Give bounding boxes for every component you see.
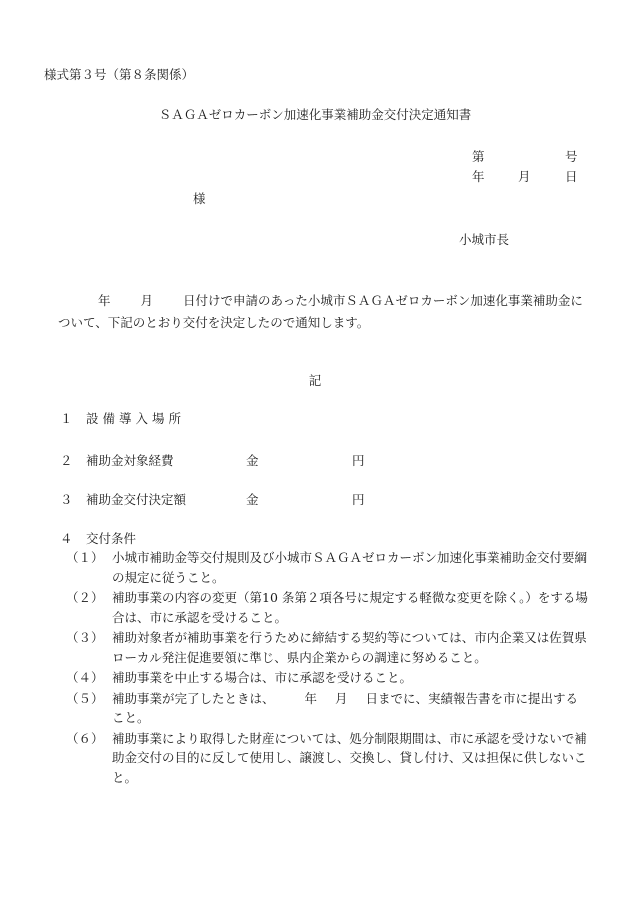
condition-text: 補助事業の内容の変更（第10 条第２項各号に規定する軽微な変更を除く。）をする場合は、市に承認を受けること。 xyxy=(112,590,588,625)
item-number: ２ xyxy=(60,453,73,468)
condition-item xyxy=(66,588,588,627)
document-number xyxy=(472,148,578,166)
item-number: ４ xyxy=(60,531,73,546)
addressee: 様 xyxy=(193,191,206,206)
condition-number: （３） xyxy=(66,630,104,645)
item-label: 補助金対象経費 xyxy=(86,453,174,468)
condition-number: （４） xyxy=(66,670,104,685)
conditions-list xyxy=(66,548,588,788)
item-yen: 円 xyxy=(352,453,365,468)
item-number: １ xyxy=(60,411,73,426)
condition-item xyxy=(66,548,588,587)
condition-number: （２） xyxy=(66,590,104,605)
condition-item xyxy=(66,628,588,667)
item-number: ３ xyxy=(60,492,73,507)
item-kin: 金 xyxy=(246,453,259,468)
body-text: 日付けで申請のあった小城市ＳＡＧＡゼロカーボン加速化事業補助金について、下記のとおり交付を決定したので通知します。 xyxy=(58,293,583,330)
doc-number-prefix: 第 xyxy=(472,149,485,164)
condition-number: （１） xyxy=(66,550,104,565)
form-number: 様式第３号（第８条関係） xyxy=(44,67,195,82)
item-label: 設備導入場所 xyxy=(86,411,186,426)
item-label: 補助金交付決定額 xyxy=(86,492,187,507)
document-title: ＳＡＧＡゼロカーボン加速化事業補助金交付決定通知書 xyxy=(158,107,472,122)
item-yen: 円 xyxy=(352,492,365,507)
condition-item xyxy=(66,668,588,688)
condition-text: 補助事業が完了したときは、 xyxy=(112,690,275,706)
condition-year: 年 xyxy=(304,690,318,706)
body-year: 年 xyxy=(98,293,111,308)
date-day: 日 xyxy=(565,169,578,184)
condition-month: 月 xyxy=(335,690,348,706)
body-month: 月 xyxy=(140,293,154,308)
notification-body xyxy=(58,290,588,334)
condition-number: （６） xyxy=(66,730,104,746)
condition-text: 補助事業を中止する場合は、市に承認を受けること。 xyxy=(112,670,413,685)
date-month: 月 xyxy=(518,169,531,184)
item-kin: 金 xyxy=(246,492,259,507)
date-year: 年 xyxy=(472,169,485,184)
condition-number: （５） xyxy=(66,690,104,706)
item-label: 交付条件 xyxy=(86,531,137,546)
condition-text: 日までに、実績報告書を市に提出すること。 xyxy=(112,690,579,725)
condition-text: 補助事業により取得した財産については、処分制限期間は、市に承認を受けないで補助金交付の目的に反して使用し、譲渡し、交換し、貸し付け、又は担保に供しないこと。 xyxy=(112,730,587,785)
condition-text: 補助対象者が補助事業を行うために締結する契約等については、市内企業又は佐賀県ローカル発注促進要領に準じ、県内企業からの調達に努めること。 xyxy=(112,630,587,665)
issuer: 小城市長 xyxy=(459,232,510,247)
condition-text: 小城市補助金等交付規則及び小城市ＳＡＧＡゼロカーボン加速化事業補助金交付要綱の規定に従うこと。 xyxy=(112,550,588,585)
condition-item xyxy=(66,729,588,788)
ki-heading: 記 xyxy=(308,373,322,388)
doc-number-suffix: 号 xyxy=(565,149,578,164)
condition-item xyxy=(66,689,588,728)
